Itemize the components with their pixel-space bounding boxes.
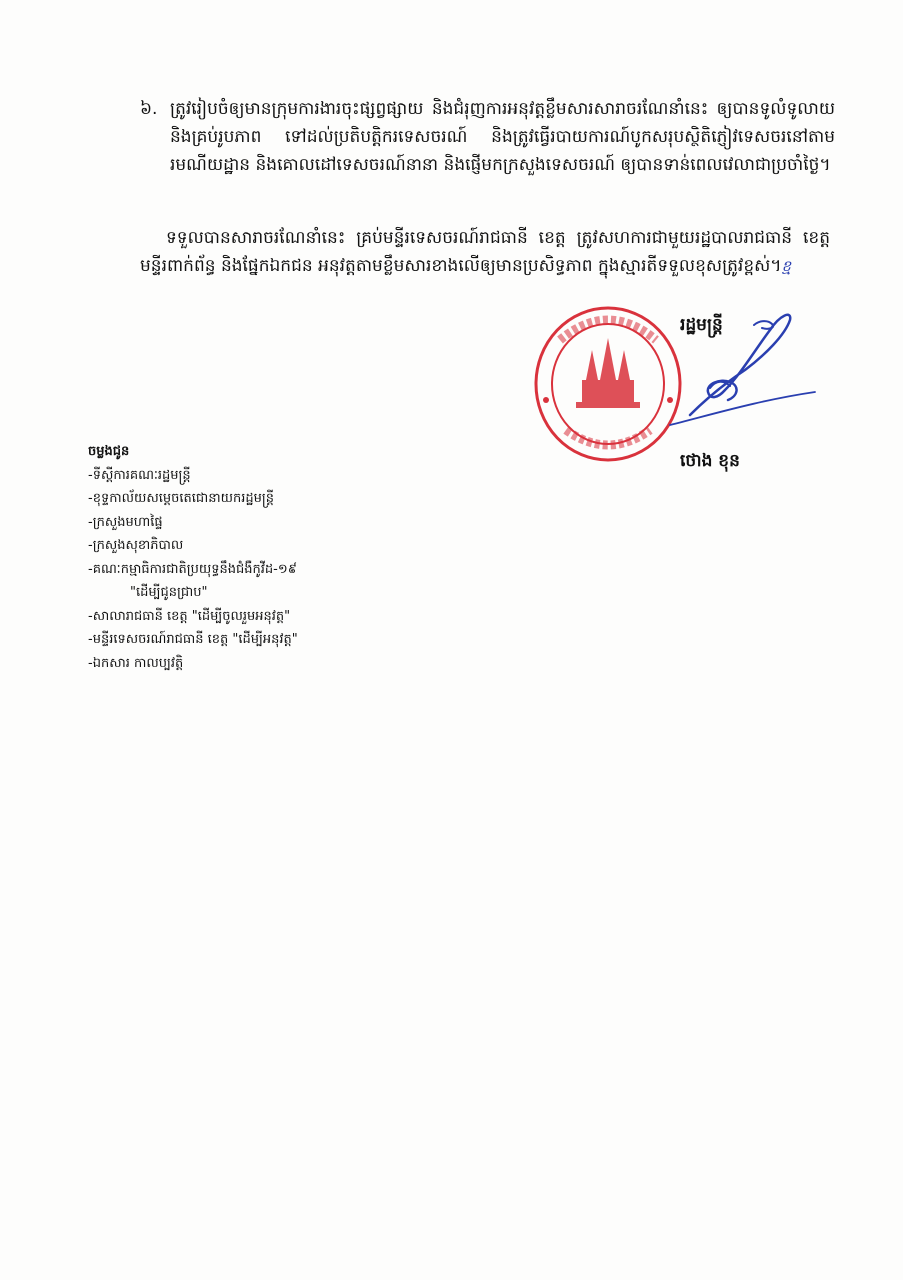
copy-to-item: -ឯកសារ កាលប្បវត្តិ (88, 655, 184, 671)
copy-to-item: -គណៈកម្មាធិការជាតិប្រយុទ្ធនឹងជំងឺកូវីដ-១៩ (88, 561, 297, 577)
copy-to-item: -មន្ទីរទេសចរណ៍រាជធានី ខេត្ត "ដើម្បីអនុវត្ត" (88, 632, 298, 647)
signature-block (530, 300, 830, 490)
copy-to-item: -សាលារាជធានី ខេត្ត "ដើម្បីចូលរួមអនុវត្ត" (88, 608, 291, 624)
closing-paragraph (140, 224, 830, 280)
copy-to-item: -ក្រសួងសុខាភិបាល (88, 538, 184, 553)
copy-to-item: -ទីស្តីការគណៈរដ្ឋមន្ត្រី (88, 467, 191, 483)
paragraph-item-6 (140, 95, 840, 179)
copy-to-list (88, 440, 468, 675)
item-text: ត្រូវរៀបចំឲ្យមានក្រុមការងារចុះផ្សព្វផ្សាយ និងជំរុញការអនុវត្តខ្លឹមសារសារាចរណែនាំនេះ ឲ្យបានទូលំទូលាយ និងគ្រប់រូបភាព ទៅដល់ប្រតិបត្តិករទេសចរណ៍ និងត្រូវធ្វើរបាយការណ៍បូកសរុបស្ថិតិភ្ញៀវទេសចរនៅតាមរមណីយដ្ឋាន និងគោលដៅទេសចរណ៍នានា និងផ្ញើមកក្រសួងទេសចរណ៍ ឲ្យបានទាន់ពេលវេលាជាប្រចាំថ្ងៃ។ (170, 99, 835, 175)
handwritten-initials: ខ្ម (781, 257, 792, 275)
closing-text: ទទួលបានសារាចរណែនាំនេះ គ្រប់មន្ទីរទេសចរណ៍រាជធានី ខេត្ត ត្រូវសហការជាមួយរដ្ឋបាលរាជធានី ខេត្ត មន្ទីរពាក់ព័ន្ធ និងផ្នែកឯកជន អនុវត្តតាមខ្លឹមសារខាងលើឲ្យមានប្រសិទ្ធភាព ក្នុងស្មារតីទទួលខុសត្រូវខ្ពស់។ (140, 228, 830, 276)
signer-title: រដ្ឋមន្ត្រី (680, 315, 723, 335)
copy-to-item: -ខុទ្ទកាល័យសម្តេចតេជោនាយករដ្ឋមន្ត្រី (88, 491, 274, 506)
item-number: ៦. (140, 99, 158, 119)
handwritten-signature-icon (650, 300, 830, 450)
signer-name: ថោង ខុន (680, 451, 740, 471)
copy-to-note: "ដើម្បីជូនជ្រាប" (130, 585, 208, 600)
copy-to-item: -ក្រសួងមហាផ្ទៃ (88, 514, 163, 530)
copy-to-title: ចម្លងជូន (88, 444, 130, 459)
